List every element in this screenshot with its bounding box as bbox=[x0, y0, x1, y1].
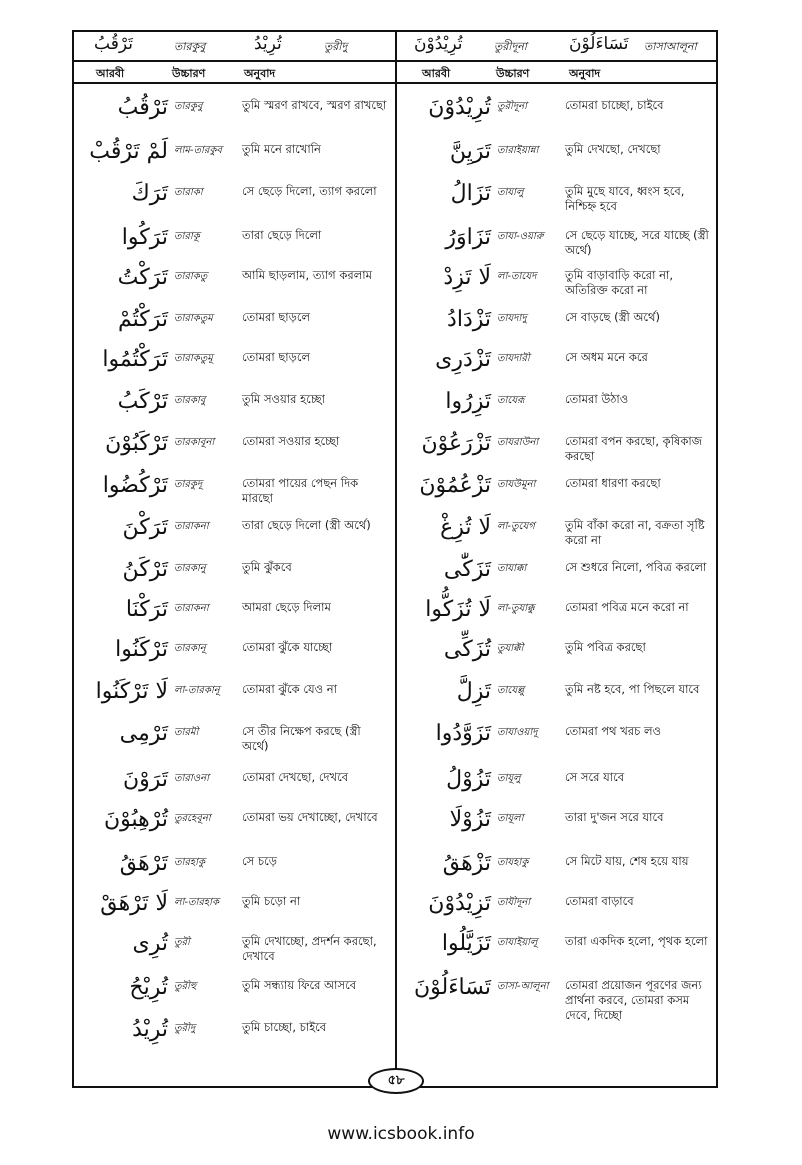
arabic-word: تَزْدَرِى bbox=[435, 347, 491, 372]
pronunciation: তাযূলু bbox=[497, 773, 521, 784]
meaning: আমি ছাড়লাম, ত্যাগ করলাম bbox=[242, 268, 373, 282]
pronunciation: তাসা-আলূনা bbox=[497, 981, 549, 992]
arabic-word: تَرْهَقُ bbox=[119, 851, 168, 876]
meaning: তুমি দেখাচ্ছো, প্রদর্শন করছো, দেখাবে bbox=[242, 934, 377, 963]
meaning: তোমরা চাচ্ছো, চাইবে bbox=[565, 98, 664, 112]
meaning: সে ছেড়ে দিলো, ত্যাগ করলো bbox=[242, 184, 377, 198]
meaning: সে ছেড়ে যাচ্ছে, সরে যাচ্ছে (স্ত্রী অর্থে) bbox=[565, 228, 709, 257]
arabic-word: تَرَكُوا bbox=[121, 225, 168, 250]
right-column bbox=[397, 86, 717, 1070]
header-right-meaning: অনুবাদ bbox=[569, 67, 601, 80]
meaning: তোমরা ঝুঁকে যেও না bbox=[242, 682, 337, 696]
pronunciation: লা-তুযেগ bbox=[497, 521, 535, 532]
arabic-word: تَزْدَادُ bbox=[447, 307, 491, 332]
pronunciation: তারকাবু bbox=[174, 395, 206, 406]
pronunciation: তারকানূ bbox=[174, 643, 206, 654]
arabic-word: تَرَكْنَ bbox=[122, 515, 168, 540]
arabic-word: تَرْكُضُوا bbox=[102, 473, 168, 498]
top-pron-4: তাসাআলূনা bbox=[644, 40, 697, 53]
meaning: তুমি দেখছো, দেখছো bbox=[565, 142, 661, 156]
arabic-word: تُرِى bbox=[132, 931, 168, 956]
arabic-word: تَزَوَّدُوا bbox=[435, 721, 491, 746]
meaning: সে চড়ে bbox=[242, 854, 277, 868]
meaning: আমরা ছেড়ে দিলাম bbox=[242, 600, 331, 614]
arabic-word: تَرْقُبُ bbox=[117, 95, 168, 120]
meaning: তুমি বাঁকা করো না, বক্রতা সৃষ্টি করো না bbox=[565, 518, 705, 547]
page-frame bbox=[72, 30, 718, 1088]
top-arabic-3: تُرِيْدُوْنَ bbox=[414, 34, 463, 54]
arabic-word: تَرْمِى bbox=[119, 721, 168, 746]
arabic-word: لَا تُزَكُّوا bbox=[425, 597, 491, 622]
meaning: সে মিটে যায়, শেষ হয়ে যায় bbox=[565, 854, 689, 868]
meaning: তুমি বাড়াবাড়ি করো না, অতিরিক্ত করো না bbox=[565, 268, 673, 297]
pronunciation: তারহাকু bbox=[174, 857, 206, 868]
pronunciation: তারাকূ bbox=[174, 231, 200, 242]
page-number: ৫৮ bbox=[368, 1068, 424, 1094]
meaning: তোমরা ভয় দেখাচ্ছো, দেখাবে bbox=[242, 810, 378, 824]
arabic-word: تَزَاوَرُ bbox=[445, 225, 491, 250]
arabic-word: تُرِيْدُ bbox=[132, 1017, 168, 1042]
meaning: তুমি নষ্ট হবে, পা পিছলে যাবে bbox=[565, 682, 700, 696]
header-right-pron: উচ্চারণ bbox=[496, 67, 530, 80]
website-url: www.icsbook.info bbox=[327, 1124, 475, 1144]
meaning: তুমি স্মরণ রাখবে, স্মরণ রাখছো bbox=[242, 98, 387, 112]
meaning: তারা ছেড়ে দিলো bbox=[242, 228, 322, 242]
pronunciation: তাযাওয়াদূ bbox=[497, 727, 538, 738]
arabic-word: تَرْكَبُ bbox=[117, 389, 168, 414]
arabic-word: تَرَيِنَّ bbox=[449, 139, 491, 164]
arabic-word: تَرَكَ bbox=[131, 181, 168, 206]
header-right-arabic: আরবী bbox=[422, 67, 451, 80]
meaning: সে অধম মনে করে bbox=[565, 350, 648, 364]
arabic-word: لَمْ تَرْقُبْ bbox=[89, 139, 168, 164]
arabic-word: تَزِلَّ bbox=[456, 679, 491, 704]
meaning: সে বাড়ছে (স্ত্রী অর্থে) bbox=[565, 310, 660, 324]
meaning: তুমি সন্ধ্যায় ফিরে আসবে bbox=[242, 978, 357, 992]
pronunciation: তুরীদূনা bbox=[497, 101, 527, 112]
pronunciation: তারকানু bbox=[174, 563, 206, 574]
arabic-word: لَا تَرْكَنُوا bbox=[95, 679, 168, 704]
pronunciation: তুরীহু bbox=[174, 981, 197, 992]
arabic-word: تَرْكَبُوْنَ bbox=[105, 431, 168, 456]
meaning: তোমরা বপন করছো, কৃষিকাজ করছো bbox=[565, 434, 703, 463]
meaning: তোমরা পবিত্র মনে করো না bbox=[565, 600, 689, 614]
arabic-word: تُزَكِّى bbox=[443, 637, 491, 662]
meaning: তুমি চাচ্ছো, চাইবে bbox=[242, 1020, 327, 1034]
pronunciation: তাযদারী bbox=[497, 353, 530, 364]
arabic-word: تَرَكْنَا bbox=[125, 597, 168, 622]
pronunciation: তাযাক্কা bbox=[497, 563, 527, 574]
pronunciation: তারাকতুম bbox=[174, 313, 213, 324]
arabic-word: تَسَاءَلُوْنَ bbox=[413, 975, 491, 1000]
top-arabic-2: تُرِيْدُ bbox=[254, 34, 282, 54]
pronunciation: তারকাবূনা bbox=[174, 437, 215, 448]
pronunciation: লা-তুযাক্কু bbox=[497, 603, 535, 614]
pronunciation: তাযাইয়ালূ bbox=[497, 937, 538, 948]
header-left-pron: উচ্চারণ bbox=[172, 67, 206, 80]
meaning: তোমরা সওয়ার হচ্ছো bbox=[242, 434, 340, 448]
arabic-word: تَزِيْدُوْنَ bbox=[428, 891, 491, 916]
pronunciation: তারাকনা bbox=[174, 603, 209, 614]
header-left-meaning: অনুবাদ bbox=[244, 67, 276, 80]
top-pron-1: তারকুবু bbox=[174, 40, 206, 53]
arabic-word: تَزِرُوا bbox=[445, 389, 491, 414]
arabic-word: تَرَوْنَ bbox=[122, 767, 168, 792]
pronunciation: তাযালু bbox=[497, 187, 524, 198]
arabic-word: تُرِيْدُوْنَ bbox=[428, 95, 491, 120]
header-left-arabic: আরবী bbox=[96, 67, 125, 80]
pronunciation: তাযরাউনা bbox=[497, 437, 539, 448]
pronunciation: তাযেল্লু bbox=[497, 685, 525, 696]
arabic-word: تَزْعُمُوْنَ bbox=[419, 473, 491, 498]
top-arabic-4: تَسَاءَلُوْنَ bbox=[569, 34, 629, 54]
pronunciation: তুরীদু bbox=[174, 1023, 196, 1034]
arabic-word: تُرْهِبُوْنَ bbox=[103, 807, 168, 832]
pronunciation: তারাইয়ান্না bbox=[497, 145, 539, 156]
meaning: তোমরা দেখছো, দেখবে bbox=[242, 770, 349, 784]
meaning: তুমি পবিত্র করছো bbox=[565, 640, 646, 654]
arabic-word: تَرَكْتُمْ bbox=[117, 307, 168, 332]
meaning: তারা ছেড়ে দিলো (স্ত্রী অর্থে) bbox=[242, 518, 371, 532]
pronunciation: লা-তারকানূ bbox=[174, 685, 220, 696]
arabic-word: تَرَكْتُمُوا bbox=[102, 347, 168, 372]
pronunciation: তাযউমূনা bbox=[497, 479, 536, 490]
pronunciation: তাযহাকু bbox=[497, 857, 529, 868]
meaning: তোমরা উঠাও bbox=[565, 392, 629, 406]
meaning: তারা দু'জন সরে যাবে bbox=[565, 810, 664, 824]
meaning: তুমি সওয়ার হচ্ছো bbox=[242, 392, 325, 406]
left-column bbox=[74, 86, 394, 1070]
meaning: তোমরা ছাড়লে bbox=[242, 310, 311, 324]
meaning: তুমি মনে রাখোনি bbox=[242, 142, 321, 156]
meaning: তোমরা পায়ের পেছন দিক মারছো bbox=[242, 476, 359, 505]
meaning: তোমরা ছাড়লে bbox=[242, 350, 311, 364]
pronunciation: তারাকতুমূ bbox=[174, 353, 213, 364]
meaning: তারা একদিক হলো, পৃথক হলো bbox=[565, 934, 708, 948]
pronunciation: তারাকতু bbox=[174, 271, 208, 282]
arabic-word: تَرْكَنُوا bbox=[115, 637, 168, 662]
pronunciation: তাযীদূনা bbox=[497, 897, 531, 908]
pronunciation: তাযদাদু bbox=[497, 313, 527, 324]
pronunciation: তারাকা bbox=[174, 187, 203, 198]
arabic-word: تَزُوْلَا bbox=[449, 807, 491, 832]
pronunciation: তুরী bbox=[174, 937, 190, 948]
meaning: তুমি ঝুঁকবে bbox=[242, 560, 292, 574]
pronunciation: লা-তাযেদ bbox=[497, 271, 537, 282]
pronunciation: তারমী bbox=[174, 727, 199, 738]
top-pron-3: তুরীদূনা bbox=[494, 40, 527, 53]
arabic-word: تَزُوْلُ bbox=[446, 767, 491, 792]
pronunciation: তুযাক্কী bbox=[497, 643, 524, 654]
top-arabic-1: تَرْقُبُ bbox=[94, 34, 133, 54]
meaning: তোমরা প্রয়োজন পূরণের জন্য প্রার্থনা করবে, তোমরা কসম দেবে, দিচ্ছো bbox=[565, 978, 702, 1022]
pronunciation: লাম-তারকুব bbox=[174, 145, 222, 156]
pronunciation: তুরহেবূনা bbox=[174, 813, 211, 824]
pronunciation: তাযেরূ bbox=[497, 395, 525, 406]
arabic-word: لَا تَرْهَقْ bbox=[100, 891, 168, 916]
arabic-word: تَزْهَقُ bbox=[442, 851, 491, 876]
pronunciation: তাযা-ওয়ারু bbox=[497, 231, 544, 242]
arabic-word: لَا تَزِدْ bbox=[443, 265, 491, 290]
arabic-word: تَرَكْتُ bbox=[117, 265, 168, 290]
pronunciation: তাযূলা bbox=[497, 813, 524, 824]
meaning: তোমরা ঝুঁকে যাচ্ছো bbox=[242, 640, 333, 654]
arabic-word: تَرْكَنُ bbox=[122, 557, 168, 582]
top-pron-2: তুরীদু bbox=[324, 40, 348, 53]
pronunciation: তারকুদূ bbox=[174, 479, 203, 490]
meaning: সে তীর নিক্ষেপ করছে (স্ত্রী অর্থে) bbox=[242, 724, 361, 753]
pronunciation: তারকুবু bbox=[174, 101, 203, 112]
meaning: তুমি মুছে যাবে, ধ্বংস হবে, নিশ্চিহ্ন হবে bbox=[565, 184, 685, 213]
meaning: তোমরা ধারণা করছো bbox=[565, 476, 661, 490]
arabic-word: تُرِيْحُ bbox=[129, 975, 168, 1000]
arabic-word: تَزَيَّلُوا bbox=[441, 931, 491, 956]
pronunciation: তারাওনা bbox=[174, 773, 210, 784]
pronunciation: তারাকনা bbox=[174, 521, 209, 532]
arabic-word: لَا تُزِغْ bbox=[440, 515, 491, 540]
arabic-word: تَزْرَعُوْنَ bbox=[421, 431, 491, 456]
arabic-word: تَزَكّٰى bbox=[443, 557, 491, 582]
meaning: তোমরা পথ খরচ লও bbox=[565, 724, 662, 738]
pronunciation: লা-তারহাক bbox=[174, 897, 220, 908]
meaning: সে শুধরে নিলো, পবিত্র করলো bbox=[565, 560, 707, 574]
meaning: তোমরা বাড়াবে bbox=[565, 894, 634, 908]
arabic-word: تَزَالُ bbox=[450, 181, 491, 206]
meaning: তুমি চড়ো না bbox=[242, 894, 301, 908]
meaning: সে সরে যাবে bbox=[565, 770, 625, 784]
